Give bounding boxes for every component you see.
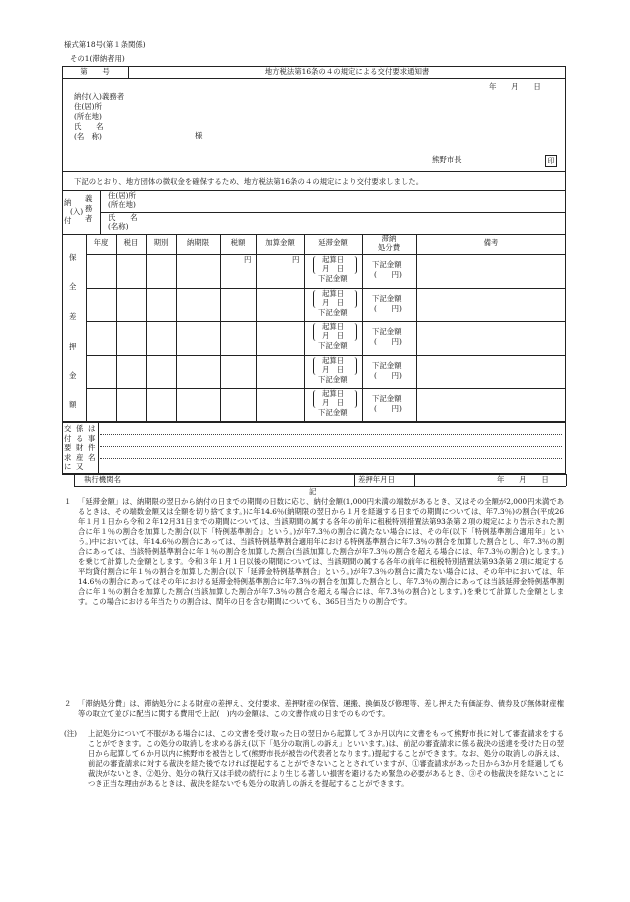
- delay-start-label: 起算日: [322, 322, 345, 332]
- note-1-mark: １: [64, 497, 72, 506]
- header-surcharge: 加算金額: [265, 238, 295, 247]
- disposal-amount-value: ( 円): [374, 337, 402, 347]
- header-deadline: 納期限: [186, 238, 210, 247]
- addressee-label-1: 納付(入)義務者: [74, 92, 125, 101]
- delay-month-day: 月 日: [322, 331, 345, 341]
- delay-amount-label: 下記金額: [318, 307, 348, 317]
- property-label-char: 事: [88, 433, 96, 443]
- property-label-char: 付: [64, 433, 72, 443]
- addressee-label-2: 住(居)所: [74, 102, 102, 111]
- addressee-label-4: 氏 名: [74, 122, 104, 131]
- side-char-1: 保: [69, 253, 77, 262]
- caution-text: 上記処分について不服がある場合には、この文書を受け取った日の翌日から起算して３か月以内に文書をもって熊野市長に対して審査請求をすることができます。この処分の取消しを求める訴え(以下「処分の取消しの訴え」といいます。)は、前記の審査請求に係る裁決の送達を受けた日の翌日から起算して６か月以内に熊野市を被告として(熊野市長が被告の代表者となります。)提起することができます。なお、処分の取消しの訴えは、前記の審査請求に対する裁決を経た後でなければ提起することができないこととされていますが、①審査請求があった日から3か月を経過しても裁決がないとき、②処分、処分の執行又は手続の続行により生じる著しい損害を避けるため緊急の必要があるとき、③その他裁決を経ないことにつき正当な理由があるときは、裁決を経ないでも処分の取消しの訴えを提起することができます。: [88, 729, 564, 788]
- mayor-name: 熊野市長: [432, 155, 462, 164]
- tax-yen-unit: 円: [244, 255, 252, 264]
- property-label-char: 件: [88, 443, 96, 452]
- obligor-address-label: 住(居)所: [108, 191, 136, 200]
- form-variant: その1(滞納者用): [70, 54, 125, 63]
- note-1-text: 「延滞金額」は、納期限の翌日から納付の日までの期間の日数に応じ、納付金額(1,000円未満の端数があるとき、又はその全額が2,000円未満であるときは、その端数金額又は全額を切り捨てます。)に年14.6％(納期限の翌日から１月を経過する日までの期間については、年7.3％)の割合(平成26年１月１日から令和２年12月31日までの期間については、当該期間の属する各年の前年に租税特別措置法第93条第２項の規定により告示された割合に年１％の割合を加算した割合(以下「特例基準割合」という。)が年7.3％の割合に満たない場合には、その年(以下「特例基準割合適用年」という。)中においては、年14.6％の割合にあっては、当該特例基準割合適用年における特例基準割合に年7.3％の割合を加算した割合とし、年7.3％の割合にあっては、当該特例基準割合に年１％の割合を加算した割合(当該加算した割合が年7.3％の割合を超える場合には、年7.3％の割合)とします。)を乗じて計算した金額とします。令和３年１月１日以後の期間については、当該期間の属する各年の前年に租税特別措置法第93条第２項に規定する平均貸付割合に年１％の割合を加算した割合(以下「延滞金特例基準割合」という。)が年7.3％の割合に満たない場合には、その年中においては、年14.6％の割合にあってはその年における延滞金特例基準割合に年7.3％の割合を加算した割合とし、年7.3％の割合にあっては当該延滞金特例基準割合に年１％の割合を加算した割合(当該加算した割合が年7.3％の割合を超える場合には、年7.3％の割合)とします。)を乗じて計算した金額とします。この場合における年当たりの割合は、閏年の日を含む期間についても、365日当たりの割合です。: [78, 497, 564, 606]
- obligor-char-6: 者: [85, 214, 93, 223]
- side-char-5: 金: [69, 371, 77, 380]
- disposal-amount-label: 下記金額: [372, 260, 402, 269]
- obligor-address-sub: (所在地): [108, 200, 136, 209]
- obligor-name-label: 氏 名: [108, 213, 138, 222]
- property-label-char: 係: [76, 424, 84, 433]
- form-number: 様式第18号(第１条関係): [64, 40, 146, 49]
- property-label-char: 又: [76, 462, 84, 471]
- seal-mark: 印: [545, 155, 557, 167]
- honorific: 様: [195, 131, 203, 140]
- delay-month-day: 月 日: [322, 297, 345, 307]
- obligor-char-5: 務: [85, 204, 93, 213]
- addressee-label-5: (名 称): [74, 132, 102, 141]
- disposal-amount-value: ( 円): [374, 303, 402, 313]
- delay-start-label: 起算日: [322, 389, 345, 399]
- property-label-char: る: [76, 433, 84, 443]
- note-2-mark: ２: [64, 699, 72, 708]
- delay-start-label: 起算日: [322, 255, 345, 264]
- obligor-char-3: (入): [70, 207, 84, 216]
- property-label-char: 名: [88, 452, 96, 462]
- property-label-char: 要: [64, 443, 72, 452]
- header-tax-item: 税目: [123, 238, 139, 247]
- seizure-date-value: 年 月 日: [497, 475, 549, 484]
- column-rule: [256, 234, 257, 422]
- document-title: 地方税法第16条の４の規定による交付要求通知書: [264, 67, 430, 76]
- obligor-char-1: 納: [64, 198, 72, 207]
- surcharge-yen-unit: 円: [292, 255, 300, 264]
- obligor-char-4: 義: [85, 194, 93, 203]
- seizure-date-label: 差押年月日: [358, 475, 395, 484]
- notes-heading: 記: [309, 487, 317, 496]
- column-rule: [304, 234, 305, 422]
- column-rule: [176, 234, 177, 422]
- disposal-amount-value: ( 円): [374, 270, 402, 279]
- disposal-amount-label: 下記金額: [372, 327, 402, 337]
- header-disposal-1: 滞納: [381, 234, 397, 243]
- disposal-amount-label: 下記金額: [372, 394, 402, 404]
- property-label-char: 交: [64, 424, 72, 433]
- delay-start-label: 起算日: [322, 355, 345, 365]
- side-char-2: 全: [69, 282, 77, 291]
- document-number-label: 第 号: [80, 67, 110, 76]
- delay-month-day: 月 日: [322, 264, 345, 273]
- side-char-4: 押: [69, 342, 77, 351]
- delay-amount-label: 下記金額: [318, 341, 348, 351]
- delay-amount-label: 下記金額: [318, 374, 348, 384]
- obligor-name-sub: (名称): [108, 222, 129, 231]
- disposal-amount-label: 下記金額: [372, 293, 402, 303]
- delay-amount-label: 下記金額: [318, 274, 348, 283]
- caution-mark: (注): [64, 729, 77, 738]
- header-delay: 延滞金額: [318, 238, 348, 247]
- disposal-amount-value: ( 円): [374, 404, 402, 414]
- header-disposal-2: 処分費: [377, 243, 401, 252]
- agency-label: 執行機関名: [84, 475, 121, 484]
- property-label-char: 財: [76, 443, 84, 452]
- column-rule: [146, 234, 147, 422]
- addressee-label-3: (所在地): [74, 112, 102, 121]
- delay-amount-label: 下記金額: [318, 408, 348, 418]
- property-label-char: は: [88, 424, 96, 433]
- note-2-text: 「滞納処分費」は、滞納処分による財産の差押え、交付要求、差押財産の保管、運搬、換価及び修理等、差し押えた有価証券、債券及び無体財産権等の取立て並びに配当に関する費用で上記( )内の金額は、この文書作成の日までのものです。: [78, 699, 564, 718]
- header-tax-amount: 税額: [230, 238, 246, 247]
- side-char-3: 差: [69, 312, 77, 321]
- issue-date: 年 月 日: [489, 82, 541, 91]
- side-char-6: 額: [69, 400, 77, 409]
- property-label-char: 求: [64, 452, 72, 462]
- disposal-amount-label: 下記金額: [372, 360, 402, 370]
- delay-start-label: 起算日: [322, 288, 345, 298]
- column-rule: [220, 234, 221, 422]
- column-rule: [416, 234, 417, 422]
- property-section: [62, 422, 566, 474]
- header-year: 年度: [93, 238, 109, 247]
- property-label-char: に: [64, 462, 72, 471]
- property-label-char: 産: [76, 452, 84, 462]
- delay-month-day: 月 日: [322, 364, 345, 374]
- column-rule: [116, 234, 117, 422]
- obligor-char-2: 付: [64, 216, 72, 225]
- disposal-amount-value: ( 円): [374, 370, 402, 380]
- header-period: 期別: [153, 238, 169, 247]
- column-rule: [362, 234, 363, 422]
- header-remarks: 備考: [483, 238, 499, 247]
- intro-text: 下記のとおり、地方団体の徴収金を確保するため、地方税法第16条の４の規定により交付要求しました。: [74, 177, 424, 186]
- delay-month-day: 月 日: [322, 398, 345, 408]
